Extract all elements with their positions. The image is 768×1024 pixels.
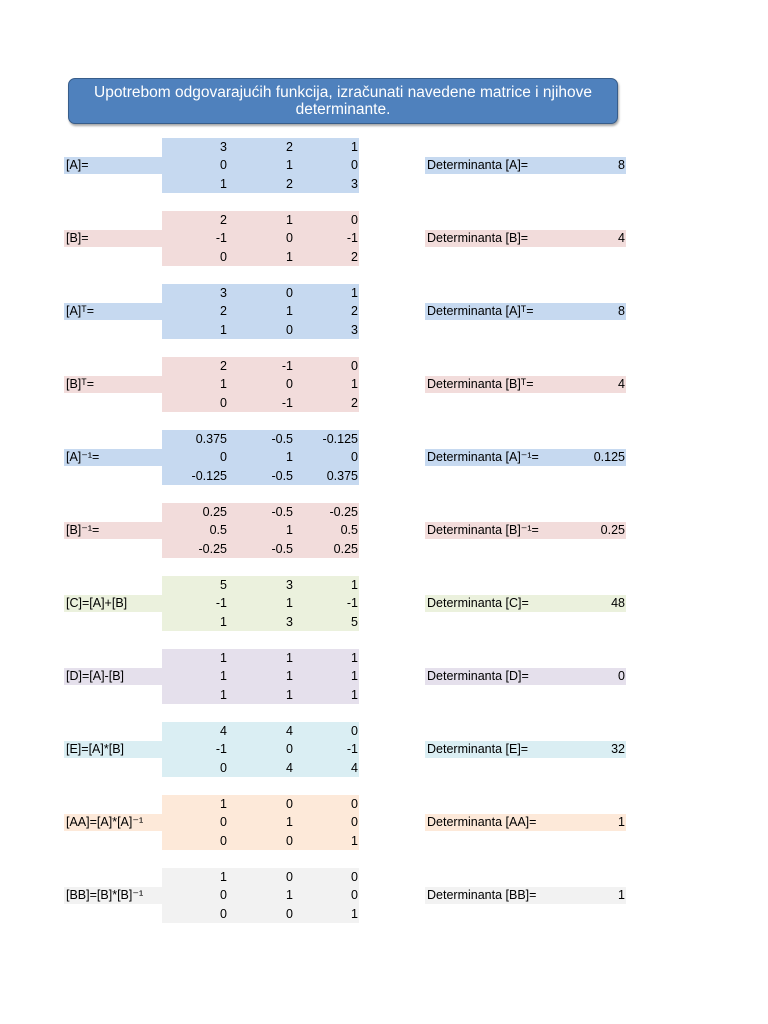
- matrix-cell: 5: [351, 614, 358, 629]
- matrix-block-b: [0, 211, 768, 266]
- matrix-label: [A]⁻¹=: [64, 449, 162, 466]
- matrix-cell: 0.375: [326, 468, 358, 483]
- matrix-cell: 2: [220, 304, 227, 319]
- matrix-row: [162, 576, 359, 594]
- matrix-block-a-inverse: [0, 430, 768, 485]
- determinant-label: Determinanta [AA]=: [427, 815, 537, 829]
- determinant-label: Determinanta [A]⁻¹=: [427, 450, 539, 464]
- matrix-label: [AA]=[A]*[A]⁻¹: [64, 814, 162, 831]
- matrix-row: [162, 905, 359, 923]
- matrix-cell: 4: [220, 724, 227, 738]
- matrix-label: [D]=[A]-[B]: [64, 668, 162, 685]
- determinant-value: 4: [618, 231, 625, 245]
- matrix-cell: 4: [351, 760, 358, 775]
- matrix-cell: 0: [286, 231, 293, 246]
- determinant-value: 1: [618, 888, 625, 902]
- matrix-row: [162, 375, 359, 393]
- matrix-cell: 3: [220, 286, 227, 300]
- matrix-cell: 0: [286, 870, 293, 884]
- matrix-grid: [162, 430, 359, 485]
- matrix-cell: 5: [220, 578, 227, 592]
- matrix-cell: -0.25: [198, 541, 227, 556]
- matrix-cell: 3: [286, 578, 293, 592]
- matrix-cell: 0: [351, 450, 358, 465]
- matrix-cell: 1: [286, 523, 293, 538]
- determinant-label: Determinanta [B]=: [427, 231, 529, 245]
- matrix-row: [162, 759, 359, 777]
- determinant-label: Determinanta [D]=: [427, 669, 529, 683]
- determinant-row: [425, 814, 626, 831]
- matrix-cell: 0: [220, 395, 227, 410]
- matrix-label: [B]ᵀ=: [64, 376, 162, 393]
- title-banner: [68, 78, 618, 124]
- matrix-block-aa: [0, 795, 768, 850]
- matrix-cell: 0: [286, 377, 293, 392]
- matrix-grid: [162, 284, 359, 339]
- matrix-cell: 2: [220, 359, 227, 373]
- determinant-row: [425, 595, 626, 612]
- matrix-grid: [162, 211, 359, 266]
- matrix-row: [162, 467, 359, 485]
- matrix-cell: 0: [220, 833, 227, 848]
- matrix-block-d: [0, 649, 768, 704]
- matrix-row: [162, 613, 359, 631]
- matrix-row: [162, 448, 359, 466]
- matrix-block-a: [0, 138, 768, 193]
- matrix-cell: -1: [215, 596, 227, 611]
- matrix-row: [162, 722, 359, 740]
- matrix-cell: 0: [286, 797, 293, 811]
- matrix-grid: [162, 138, 359, 193]
- matrix-cell: -1: [346, 231, 358, 246]
- matrix-cell: -1: [346, 742, 358, 757]
- determinant-value: 0: [618, 669, 625, 683]
- matrix-row: [162, 302, 359, 320]
- determinant-value: 8: [618, 158, 625, 172]
- matrix-cell: 0: [286, 906, 293, 921]
- matrix-label: [C]=[A]+[B]: [64, 595, 162, 612]
- matrix-cell: 1: [220, 797, 227, 811]
- matrix-cell: -1: [215, 742, 227, 757]
- matrix-cell: 2: [351, 395, 358, 410]
- matrix-cell: 1: [351, 651, 358, 665]
- matrix-cell: 1: [351, 140, 358, 154]
- matrix-row: [162, 394, 359, 412]
- matrix-row: [162, 813, 359, 831]
- matrix-cell: 4: [286, 724, 293, 738]
- matrix-cell: 3: [286, 614, 293, 629]
- determinant-value: 4: [618, 377, 625, 391]
- determinant-row: [425, 303, 626, 320]
- determinant-value: 8: [618, 304, 625, 318]
- matrix-cell: 0: [220, 158, 227, 173]
- matrix-row: [162, 667, 359, 685]
- matrix-cell: 3: [220, 140, 227, 154]
- matrix-cell: -1: [346, 596, 358, 611]
- matrix-cell: 1: [220, 651, 227, 665]
- matrix-row: [162, 284, 359, 302]
- matrix-cell: 0: [286, 286, 293, 300]
- matrix-cell: 0: [220, 815, 227, 830]
- matrix-row: [162, 211, 359, 229]
- matrix-cell: 2: [286, 176, 293, 191]
- matrix-cell: 1: [220, 322, 227, 337]
- matrix-row: [162, 321, 359, 339]
- determinant-value: 0.25: [600, 523, 625, 537]
- matrix-label: [B]=: [64, 230, 162, 247]
- matrix-cell: 0: [351, 158, 358, 173]
- matrix-cell: 4: [286, 760, 293, 775]
- matrix-grid: [162, 503, 359, 558]
- determinant-row: [425, 157, 626, 174]
- matrix-cell: -1: [281, 395, 293, 410]
- matrix-row: [162, 795, 359, 813]
- matrix-cell: 1: [220, 377, 227, 392]
- matrix-cell: 0: [286, 322, 293, 337]
- matrix-cell: 0.25: [333, 541, 358, 556]
- matrix-row: [162, 175, 359, 193]
- matrix-label: [B]⁻¹=: [64, 522, 162, 539]
- determinant-value: 0.125: [593, 450, 625, 464]
- matrix-cell: 2: [286, 140, 293, 154]
- matrix-cell: -0.5: [271, 468, 293, 483]
- matrix-cell: 1: [220, 870, 227, 884]
- matrix-cell: 0.375: [195, 432, 227, 446]
- matrix-label: [A]ᵀ=: [64, 303, 162, 320]
- matrix-cell: 1: [286, 888, 293, 903]
- matrix-cell: 0: [220, 450, 227, 465]
- matrix-row: [162, 503, 359, 521]
- matrix-cell: 1: [220, 176, 227, 191]
- matrix-grid: [162, 868, 359, 923]
- determinant-row: [425, 449, 626, 466]
- matrix-cell: 2: [351, 249, 358, 264]
- determinant-row: [425, 522, 626, 539]
- matrix-cell: 1: [286, 213, 293, 227]
- matrix-row: [162, 521, 359, 539]
- matrix-row: [162, 886, 359, 904]
- determinant-label: Determinanta [BB]=: [427, 888, 537, 902]
- matrix-cell: 0: [351, 724, 358, 738]
- matrix-cell: 0.25: [202, 505, 227, 519]
- matrix-cell: 0: [351, 213, 358, 227]
- matrix-grid: [162, 722, 359, 777]
- matrix-cell: 1: [351, 669, 358, 684]
- matrix-row: [162, 430, 359, 448]
- matrix-cell: 0: [286, 833, 293, 848]
- matrix-label: [E]=[A]*[B]: [64, 741, 162, 758]
- matrix-cell: 1: [220, 669, 227, 684]
- matrix-row: [162, 832, 359, 850]
- matrix-cell: 0: [220, 249, 227, 264]
- matrix-grid: [162, 576, 359, 631]
- matrix-block-a-transpose: [0, 284, 768, 339]
- matrix-row: [162, 540, 359, 558]
- matrix-row: [162, 357, 359, 375]
- matrix-cell: 0: [351, 359, 358, 373]
- determinant-value: 1: [618, 815, 625, 829]
- determinant-label: Determinanta [C]=: [427, 596, 529, 610]
- matrix-row: [162, 686, 359, 704]
- matrix-cell: 0.5: [340, 523, 358, 538]
- matrix-cell: 1: [351, 833, 358, 848]
- matrix-cell: -1: [215, 231, 227, 246]
- matrix-cell: 0: [351, 870, 358, 884]
- matrix-cell: -0.5: [271, 505, 293, 519]
- matrix-cell: 0: [220, 906, 227, 921]
- matrix-cell: 1: [286, 669, 293, 684]
- matrix-grid: [162, 357, 359, 412]
- matrix-label: [BB]=[B]*[B]⁻¹: [64, 887, 162, 904]
- matrix-row: [162, 868, 359, 886]
- matrix-cell: 1: [286, 596, 293, 611]
- matrix-cell: 1: [286, 158, 293, 173]
- matrix-cell: -0.5: [271, 541, 293, 556]
- matrix-row: [162, 248, 359, 266]
- matrix-cell: -1: [281, 359, 293, 373]
- determinant-row: [425, 668, 626, 685]
- matrix-row: [162, 594, 359, 612]
- matrix-cell: 1: [286, 249, 293, 264]
- matrix-label: [A]=: [64, 157, 162, 174]
- matrix-cell: 1: [220, 687, 227, 702]
- determinant-value: 32: [611, 742, 625, 756]
- matrix-cell: 0: [286, 742, 293, 757]
- matrix-cell: 1: [351, 578, 358, 592]
- matrix-cell: 3: [351, 322, 358, 337]
- matrix-cell: 0: [220, 760, 227, 775]
- matrix-block-e: [0, 722, 768, 777]
- matrix-block-bb: [0, 868, 768, 923]
- matrix-cell: 1: [351, 687, 358, 702]
- matrix-cell: 1: [351, 286, 358, 300]
- determinant-label: Determinanta [A]=: [427, 158, 529, 172]
- matrix-cell: 1: [286, 304, 293, 319]
- matrix-grid: [162, 649, 359, 704]
- matrix-cell: 0: [351, 815, 358, 830]
- matrix-cell: -0.125: [191, 468, 227, 483]
- matrix-row: [162, 156, 359, 174]
- matrix-cell: 2: [220, 213, 227, 227]
- matrix-cell: 3: [351, 176, 358, 191]
- determinant-value: 48: [611, 596, 625, 610]
- matrix-cell: 2: [351, 304, 358, 319]
- matrix-row: [162, 649, 359, 667]
- matrix-block-b-transpose: [0, 357, 768, 412]
- determinant-row: [425, 741, 626, 758]
- matrix-cell: 0: [220, 888, 227, 903]
- matrix-cell: 1: [351, 906, 358, 921]
- matrix-cell: 1: [351, 377, 358, 392]
- matrix-block-c: [0, 576, 768, 631]
- matrix-cell: 1: [220, 614, 227, 629]
- matrix-cell: 1: [286, 687, 293, 702]
- matrix-row: [162, 138, 359, 156]
- determinant-label: Determinanta [A]ᵀ=: [427, 304, 534, 318]
- determinant-label: Determinanta [B]⁻¹=: [427, 523, 539, 537]
- matrix-cell: 1: [286, 815, 293, 830]
- determinant-row: [425, 230, 626, 247]
- matrix-cell: 1: [286, 651, 293, 665]
- determinant-label: Determinanta [B]ᵀ=: [427, 377, 534, 391]
- determinant-row: [425, 887, 626, 904]
- matrix-cell: -0.125: [322, 432, 358, 446]
- matrix-cell: 0.5: [209, 523, 227, 538]
- matrix-cell: 1: [286, 450, 293, 465]
- matrix-cell: 0: [351, 797, 358, 811]
- matrix-cell: -0.5: [271, 432, 293, 446]
- matrix-cell: -0.25: [329, 505, 358, 519]
- determinant-row: [425, 376, 626, 393]
- matrix-row: [162, 740, 359, 758]
- title-text: Upotrebom odgovarajućih funkcija, izračunati navedene matrice i njihove determinante.: [94, 84, 592, 118]
- matrix-block-b-inverse: [0, 503, 768, 558]
- matrix-cell: 0: [351, 888, 358, 903]
- matrix-grid: [162, 795, 359, 850]
- matrix-row: [162, 229, 359, 247]
- determinant-label: Determinanta [E]=: [427, 742, 529, 756]
